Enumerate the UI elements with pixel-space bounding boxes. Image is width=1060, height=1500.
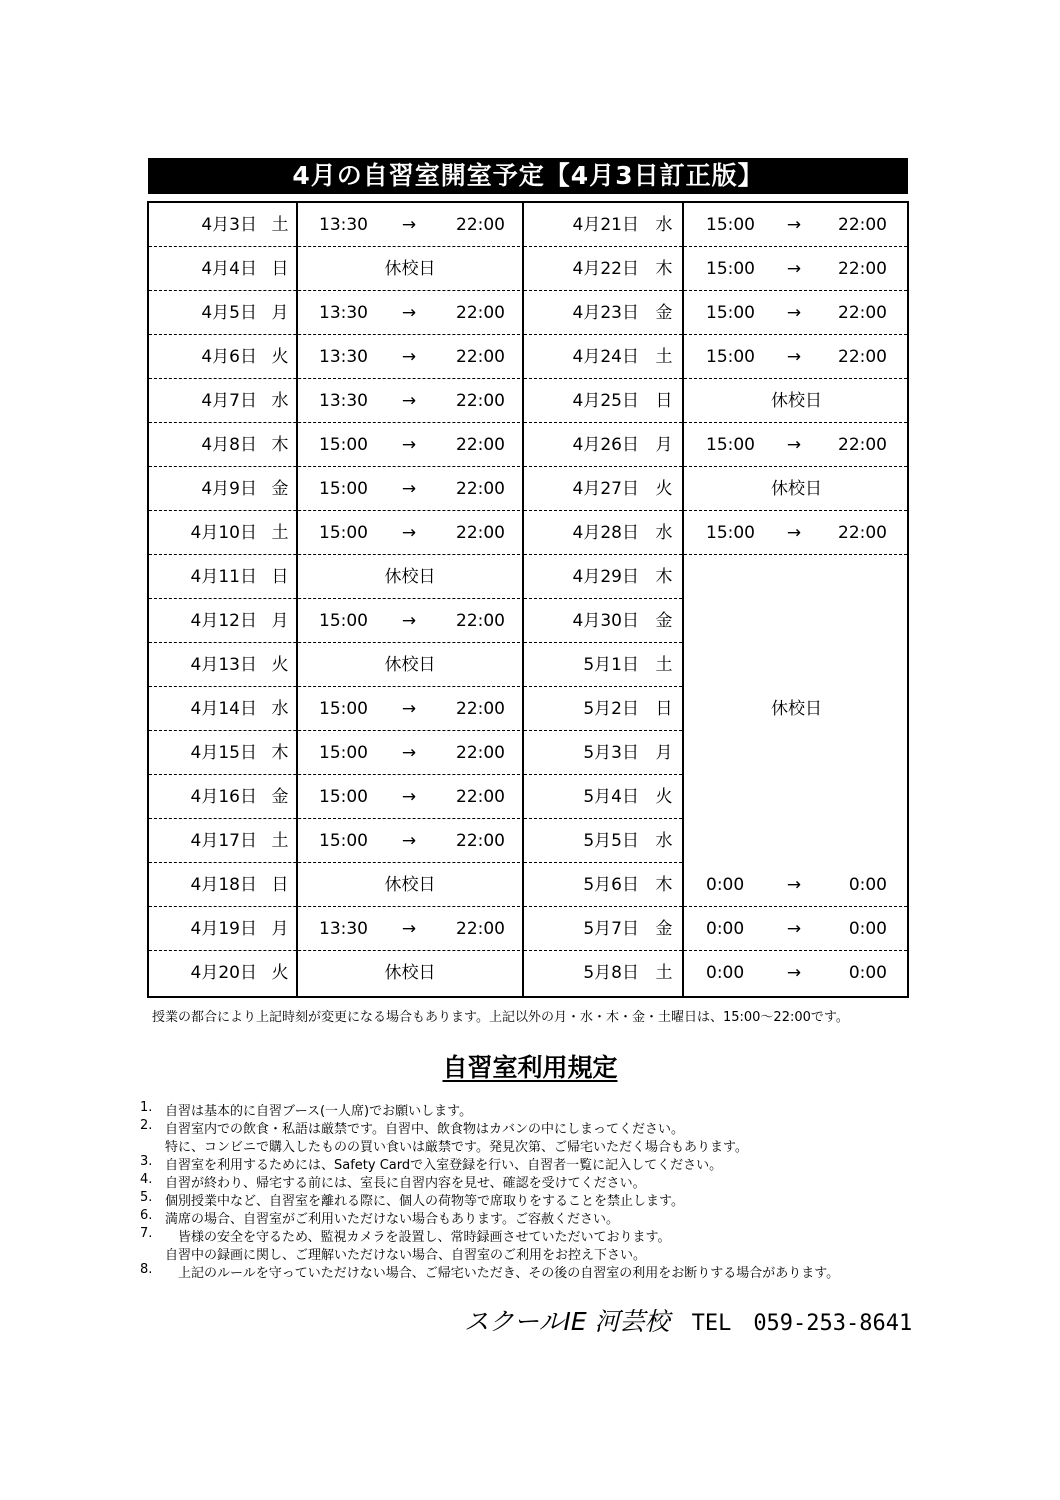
arrow: → xyxy=(786,435,802,455)
rules-title: 自習室利用規定 xyxy=(442,1053,618,1082)
arrow: → xyxy=(786,919,802,939)
rule-number: 2. xyxy=(140,1118,153,1133)
schedule-date: 4月15日 xyxy=(190,743,257,763)
schedule-weekday: 木 xyxy=(655,875,673,895)
schedule-date: 4月22日 xyxy=(572,259,639,279)
schedule-weekday: 火 xyxy=(655,787,673,807)
schedule-date: 4月6日 xyxy=(201,347,257,367)
schedule-date: 4月26日 xyxy=(572,435,639,455)
arrow: → xyxy=(786,875,802,895)
schedule-weekday: 木 xyxy=(271,435,289,455)
arrow: → xyxy=(401,787,417,807)
close-time: 22:00 xyxy=(456,347,505,367)
rule-number: 4. xyxy=(140,1172,153,1187)
holiday-label: 休校日 xyxy=(384,655,436,675)
close-time: 22:00 xyxy=(456,391,505,411)
schedule-date: 4月5日 xyxy=(201,303,257,323)
arrow: → xyxy=(401,611,417,631)
schedule-weekday: 水 xyxy=(655,523,673,543)
schedule-date: 5月2日 xyxy=(583,699,639,719)
open-time: 0:00 xyxy=(706,963,745,983)
close-time: 22:00 xyxy=(838,259,887,279)
open-time: 0:00 xyxy=(706,919,745,939)
close-time: 22:00 xyxy=(456,523,505,543)
schedule-weekday: 木 xyxy=(271,743,289,763)
rule-number: 3. xyxy=(140,1154,153,1169)
schedule-weekday: 火 xyxy=(655,479,673,499)
schedule-date: 4月18日 xyxy=(190,875,257,895)
telephone: TEL 059-253-8641 xyxy=(691,1311,913,1336)
holiday-label: 休校日 xyxy=(771,479,822,499)
schedule-weekday: 金 xyxy=(271,479,289,499)
open-time: 15:00 xyxy=(319,479,368,499)
schedule-date: 4月16日 xyxy=(190,787,257,807)
open-time: 15:00 xyxy=(706,215,755,235)
schedule-weekday: 土 xyxy=(271,523,289,543)
schedule-weekday: 木 xyxy=(655,259,673,279)
schedule-weekday: 月 xyxy=(271,303,289,323)
schedule-date: 4月8日 xyxy=(201,435,257,455)
schedule-date: 4月7日 xyxy=(201,391,257,411)
close-time: 22:00 xyxy=(838,435,887,455)
schedule-date: 4月9日 xyxy=(201,479,257,499)
schedule-weekday: 火 xyxy=(271,347,289,367)
schedule-weekday: 月 xyxy=(271,919,289,939)
close-time: 22:00 xyxy=(838,523,887,543)
rule-text: 自習は基本的に自習ブース(一人席)でお願いします。 xyxy=(165,1104,473,1119)
rule-text: 自習が終わり、帰宅する前には、室長に自習内容を見せ、確認を受けてください。 xyxy=(165,1176,646,1191)
open-time: 13:30 xyxy=(319,391,368,411)
close-time: 22:00 xyxy=(456,611,505,631)
open-time: 13:30 xyxy=(319,347,368,367)
schedule-weekday: 土 xyxy=(655,347,673,367)
holiday-label: 休校日 xyxy=(771,391,822,411)
schedule-weekday: 金 xyxy=(655,919,673,939)
merged-holiday-cell: 休校日 xyxy=(771,699,822,719)
schedule-date: 4月25日 xyxy=(572,391,639,411)
rule-text: 満席の場合、自習室がご利用いただけない場合もあります。ご容赦ください。 xyxy=(165,1212,619,1227)
schedule-date: 4月17日 xyxy=(190,831,257,851)
schedule-date: 4月27日 xyxy=(572,479,639,499)
holiday-label: 休校日 xyxy=(384,259,436,279)
open-time: 15:00 xyxy=(319,743,368,763)
arrow: → xyxy=(401,347,417,367)
rule-text: 自習室内での飲食・私語は厳禁です。自習中、飲食物はカバンの中にしまってください。 xyxy=(165,1122,684,1137)
open-time: 15:00 xyxy=(706,435,755,455)
close-time: 22:00 xyxy=(838,303,887,323)
schedule-weekday: 金 xyxy=(271,787,289,807)
schedule-date: 4月21日 xyxy=(572,215,639,235)
open-time: 15:00 xyxy=(319,831,368,851)
schedule-date: 4月13日 xyxy=(190,655,257,675)
schedule-date: 5月1日 xyxy=(583,655,639,675)
footer xyxy=(464,1302,912,1338)
rule-text: 特に、コンビニで購入したものの買い食いは厳禁です。発見次第、ご帰宅いただく場合もあります。 xyxy=(165,1140,748,1155)
rule-number: 1. xyxy=(140,1100,153,1115)
schedule-date: 4月3日 xyxy=(201,215,257,235)
rule-number: 5. xyxy=(140,1190,153,1205)
open-time: 15:00 xyxy=(319,699,368,719)
close-time: 22:00 xyxy=(456,743,505,763)
open-time: 15:00 xyxy=(706,303,755,323)
arrow: → xyxy=(786,347,802,367)
schedule-date: 5月8日 xyxy=(583,963,639,983)
close-time: 22:00 xyxy=(456,919,505,939)
arrow: → xyxy=(401,391,417,411)
close-time: 22:00 xyxy=(456,303,505,323)
school-name: スクールIE 河芸校 xyxy=(464,1307,670,1336)
schedule-date: 4月12日 xyxy=(190,611,257,631)
schedule-weekday: 日 xyxy=(271,259,289,279)
arrow: → xyxy=(401,699,417,719)
arrow: → xyxy=(401,303,417,323)
rule-text: 個別授業中など、自習室を離れる際に、個人の荷物等で席取りをすることを禁止します。 xyxy=(165,1194,684,1209)
open-time: 15:00 xyxy=(706,523,755,543)
rule-number: 8. xyxy=(140,1262,153,1277)
arrow: → xyxy=(786,303,802,323)
close-time: 22:00 xyxy=(456,435,505,455)
schedule-weekday: 火 xyxy=(271,963,289,983)
holiday-label: 休校日 xyxy=(384,875,436,895)
open-time: 13:30 xyxy=(319,919,368,939)
arrow: → xyxy=(401,919,417,939)
schedule-date: 4月24日 xyxy=(572,347,639,367)
schedule-date: 4月4日 xyxy=(201,259,257,279)
open-time: 15:00 xyxy=(319,787,368,807)
schedule-date: 4月29日 xyxy=(572,567,639,587)
close-time: 22:00 xyxy=(456,787,505,807)
arrow: → xyxy=(401,743,417,763)
schedule-weekday: 土 xyxy=(271,215,289,235)
schedule-weekday: 水 xyxy=(655,831,673,851)
schedule-note: 授業の都合により上記時刻が変更になる場合もあります。上記以外の月・水・木・金・土曜日は、15:00～22:00です。 xyxy=(152,1010,849,1025)
arrow: → xyxy=(786,963,802,983)
schedule-date: 4月19日 xyxy=(190,919,257,939)
schedule-weekday: 水 xyxy=(271,699,289,719)
schedule-date: 5月6日 xyxy=(583,875,639,895)
schedule-date: 4月30日 xyxy=(572,611,639,631)
schedule-weekday: 土 xyxy=(655,963,673,983)
close-time: 22:00 xyxy=(456,831,505,851)
open-time: 15:00 xyxy=(706,259,755,279)
rule-number: 6. xyxy=(140,1208,153,1223)
page-title: 4月の自習室開室予定【4月3日訂正版】 xyxy=(148,158,908,194)
schedule-weekday: 火 xyxy=(271,655,289,675)
open-time: 15:00 xyxy=(706,347,755,367)
open-time: 13:30 xyxy=(319,215,368,235)
close-time: 22:00 xyxy=(838,215,887,235)
open-time: 13:30 xyxy=(319,303,368,323)
rule-text: 上記のルールを守っていただけない場合、ご帰宅いただき、その後の自習室の利用をお断りする場合があります。 xyxy=(165,1266,840,1281)
rule-text: 皆様の安全を守るため、監視カメラを設置し、常時録画させていただいております。 xyxy=(165,1230,671,1245)
schedule-weekday: 水 xyxy=(271,391,289,411)
arrow: → xyxy=(786,523,802,543)
schedule-weekday: 土 xyxy=(271,831,289,851)
schedule-weekday: 金 xyxy=(655,611,673,631)
rule-text: 自習室を利用するためには、Safety Cardで入室登録を行い、自習者一覧に記入してください。 xyxy=(165,1158,723,1173)
schedule-weekday: 日 xyxy=(655,391,673,411)
open-time: 0:00 xyxy=(706,875,745,895)
schedule-date: 5月5日 xyxy=(583,831,639,851)
close-time: 0:00 xyxy=(848,875,887,895)
holiday-label: 休校日 xyxy=(384,963,436,983)
rule-number: 7. xyxy=(140,1226,153,1241)
schedule-date: 4月20日 xyxy=(190,963,257,983)
rules-title-wrap xyxy=(0,1048,1060,1084)
arrow: → xyxy=(786,259,802,279)
schedule-weekday: 月 xyxy=(271,611,289,631)
arrow: → xyxy=(401,831,417,851)
close-time: 22:00 xyxy=(456,699,505,719)
schedule-date: 4月23日 xyxy=(572,303,639,323)
schedule-weekday: 月 xyxy=(655,743,673,763)
schedule-date: 4月14日 xyxy=(190,699,257,719)
arrow: → xyxy=(401,523,417,543)
close-time: 22:00 xyxy=(838,347,887,367)
open-time: 15:00 xyxy=(319,611,368,631)
schedule-weekday: 日 xyxy=(655,699,673,719)
schedule-date: 4月10日 xyxy=(190,523,257,543)
open-time: 15:00 xyxy=(319,435,368,455)
schedule-date: 5月7日 xyxy=(583,919,639,939)
arrow: → xyxy=(401,435,417,455)
schedule-weekday: 日 xyxy=(271,875,289,895)
holiday-label: 休校日 xyxy=(384,567,436,587)
schedule-weekday: 日 xyxy=(271,567,289,587)
schedule-weekday: 木 xyxy=(655,567,673,587)
schedule-table xyxy=(147,201,909,998)
close-time: 22:00 xyxy=(456,215,505,235)
arrow: → xyxy=(786,215,802,235)
close-time: 0:00 xyxy=(848,919,887,939)
schedule-weekday: 月 xyxy=(655,435,673,455)
arrow: → xyxy=(401,215,417,235)
schedule-date: 4月28日 xyxy=(572,523,639,543)
close-time: 22:00 xyxy=(456,479,505,499)
schedule-date: 5月4日 xyxy=(583,787,639,807)
schedule-date: 4月11日 xyxy=(190,567,257,587)
schedule-date: 5月3日 xyxy=(583,743,639,763)
close-time: 0:00 xyxy=(848,963,887,983)
schedule-weekday: 金 xyxy=(655,303,673,323)
schedule-weekday: 水 xyxy=(655,215,673,235)
rule-text: 自習中の録画に関し、ご理解いただけない場合、自習室のご利用をお控え下さい。 xyxy=(165,1248,647,1263)
arrow: → xyxy=(401,479,417,499)
schedule-weekday: 土 xyxy=(655,655,673,675)
open-time: 15:00 xyxy=(319,523,368,543)
